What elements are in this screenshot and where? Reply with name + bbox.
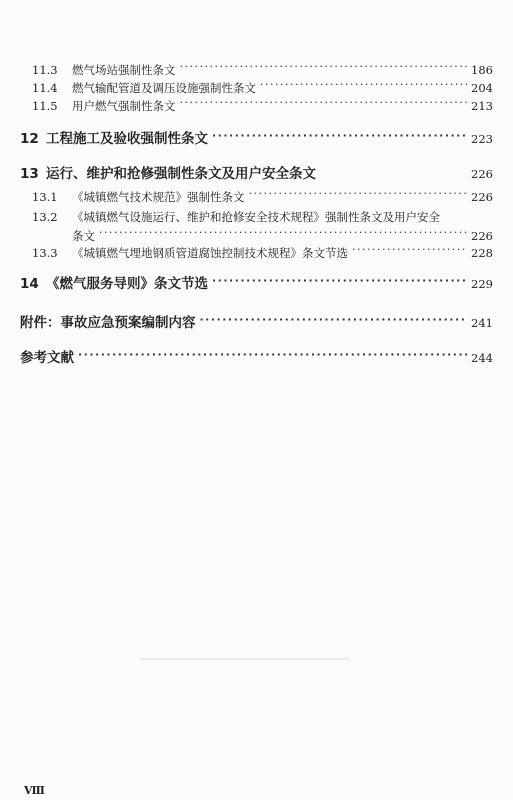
- page-folio: Ⅷ: [24, 784, 45, 797]
- toc-entry-number: 13.1: [32, 190, 58, 204]
- toc-chapter-page: 223: [471, 132, 493, 146]
- toc-chapter-13[interactable]: [20, 162, 493, 182]
- toc-chapter-page: 226: [471, 167, 493, 181]
- dot-leader: [200, 314, 468, 328]
- toc-chapter-title: 工程施工及验收强制性条文: [46, 131, 208, 147]
- toc-entry-title: 《城镇燃气埋地钢质管道腐蚀控制技术规程》条文节选: [72, 246, 348, 260]
- toc-references-page: 244: [471, 351, 493, 365]
- toc-appendix-page: 241: [471, 316, 493, 330]
- toc-entry-page: 204: [471, 81, 493, 95]
- toc-entry-number: 11.4: [32, 81, 58, 95]
- toc-entry-title: 燃气场站强制性条文: [72, 63, 176, 77]
- toc-entry-title: 燃气输配管道及调压设施强制性条文: [72, 81, 256, 95]
- toc-entry-number: 13.3: [32, 246, 58, 260]
- toc-entry-page: 228: [471, 246, 493, 260]
- toc-chapter-number: 13: [20, 166, 39, 182]
- toc-entry-11-4[interactable]: [32, 80, 493, 96]
- dot-leader: [212, 130, 467, 144]
- dot-leader: [249, 190, 468, 202]
- toc-entry-13-2-continued[interactable]: [72, 228, 493, 244]
- dot-leader: [352, 246, 467, 258]
- toc-chapter-title: 运行、维护和抢修强制性条文及用户安全条文: [46, 166, 316, 182]
- toc-entry-13-1[interactable]: [32, 189, 493, 205]
- dot-leader: [180, 63, 468, 75]
- toc-entry-number: 13.2: [32, 210, 58, 224]
- toc-chapter-page: 229: [471, 277, 493, 291]
- bleed-through-shadow: [140, 658, 350, 660]
- dot-leader: [180, 99, 468, 111]
- toc-chapter-number: 12: [20, 131, 39, 147]
- toc-entry-page: 226: [471, 190, 493, 204]
- toc-entry-title: 《城镇燃气设施运行、维护和抢修安全技术规程》强制性条文及用户安全: [72, 210, 440, 224]
- toc-entry-number: 11.3: [32, 63, 58, 77]
- dot-leader: [78, 349, 467, 363]
- toc-entry-title-continued: 条文: [72, 229, 95, 243]
- toc-chapter-number: 14: [20, 276, 39, 292]
- toc-appendix[interactable]: [20, 311, 493, 331]
- toc-entry-11-3[interactable]: [32, 62, 493, 78]
- toc-chapter-title: 《燃气服务导则》条文节选: [46, 276, 208, 292]
- toc-entry-page: 213: [471, 99, 493, 113]
- toc-entry-number: 11.5: [32, 99, 58, 113]
- dot-leader: [260, 81, 467, 93]
- toc-entry-title: 用户燃气强制性条文: [72, 99, 176, 113]
- toc-entry-page: 186: [471, 63, 493, 77]
- dot-leader: [212, 275, 467, 289]
- toc-references-title: 参考文献: [20, 350, 74, 366]
- toc-appendix-title: 附件：事故应急预案编制内容: [20, 315, 196, 331]
- toc-entry-page: 226: [471, 229, 493, 243]
- toc-chapter-14[interactable]: [20, 272, 493, 292]
- toc-entry-13-3[interactable]: [32, 245, 493, 261]
- toc-entry-11-5[interactable]: [32, 98, 493, 114]
- toc-entry-13-2[interactable]: [32, 209, 493, 225]
- toc-entry-title: 《城镇燃气技术规范》强制性条文: [72, 190, 245, 204]
- dot-leader: [99, 229, 467, 241]
- toc-references[interactable]: [20, 346, 493, 366]
- toc-chapter-12[interactable]: [20, 127, 493, 147]
